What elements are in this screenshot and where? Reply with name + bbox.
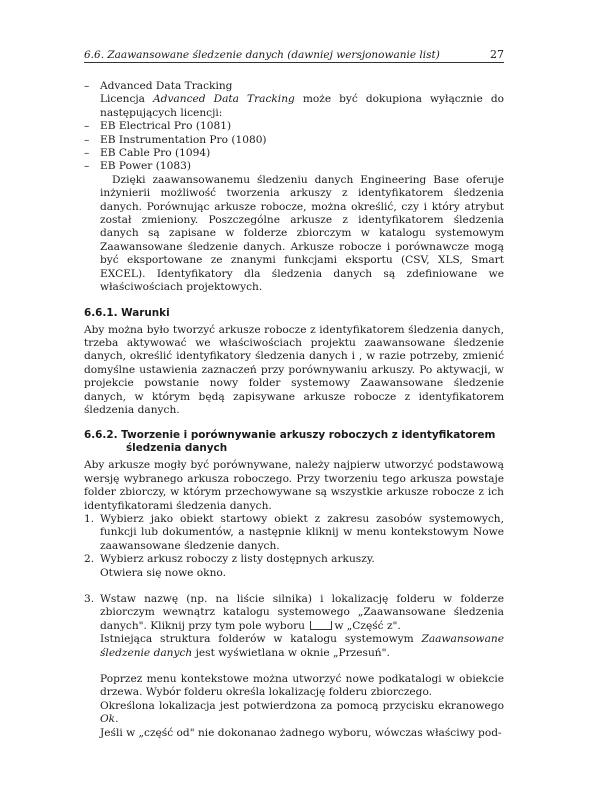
license-note-post: może być dokupiona wyłącznie do następujących licencji: [100, 93, 504, 119]
step-3-text-post: w „Część z". [334, 619, 401, 632]
license-item-text: EB Power (1083) [100, 160, 191, 173]
step-3-structure-note [84, 633, 504, 660]
create-compare-paragraph: Aby arkusze mogły być porównywane, należy najpierw utworzyć podstawową wersję wybranego arkusza roboczego. Przy tworzeniu tego arkusza powstaje folder zbiorczy, w którym przechowywane są wszystkie arkusze robocze z ich identyfikatorami śledzenia danych. [84, 459, 504, 512]
license-item-text: EB Instrumentation Pro (1080) [100, 133, 267, 146]
structure-note-post: jest wyświetlana w oknie „Przesuń". [192, 646, 390, 659]
license-note [84, 93, 504, 120]
step-text: Wybierz jako obiekt startowy obiekt z zakresu zasobów systemowych, funkcji lub dokumentów, a następnie kliknij w menu kontekstowym Nowe zaawansowane śledzenie danych. [100, 512, 504, 552]
structure-note-italic: Zaawansowane śledzenie danych [100, 633, 504, 659]
page-number: 27 [490, 48, 504, 61]
checkbox-field-icon [310, 621, 332, 630]
license-note-pre: Licencja [100, 93, 154, 106]
section-heading-create-compare: 6.6.2. Tworzenie i porównywanie arkuszy roboczych z identyfikatorem śledzenia danych [84, 429, 496, 455]
closing-p2-post: . [115, 713, 119, 726]
step-number: 2. [84, 553, 95, 566]
bullet-marker: – [84, 160, 90, 173]
ok-button-label: Ok [100, 713, 116, 726]
step-2-followup: Otwiera się nowe okno. [100, 566, 226, 579]
bullet-advanced-data-tracking [84, 80, 504, 93]
bullet-marker: – [84, 147, 90, 160]
license-item [84, 160, 504, 173]
license-item [84, 134, 504, 147]
closing-paragraph-1: Poprzez menu kontekstowe można utworzyć nowe podkatalogi w obiekcie drzewa. Wybór folderu określa lokalizację folderu zbiorczego. [100, 673, 504, 699]
closing-p2-pre: Określona lokalizacja jest potwierdzona za pomocą przycisku ekranowego [100, 699, 504, 712]
running-header [84, 48, 504, 63]
bullet-marker: – [84, 120, 90, 133]
license-item-text: EB Cable Pro (1094) [100, 147, 211, 160]
header-title: 6.6. Zaawansowane śledzenie danych (dawniej wersjonowanie list) [84, 49, 440, 61]
step-2 [84, 553, 504, 566]
bullet-text: Advanced Data Tracking [100, 80, 233, 92]
step-number: 1. [84, 512, 95, 525]
structure-note-pre: Istniejąca struktura folderów w katalogu systemowym [100, 633, 422, 646]
step-3-text-pre: Wstaw nazwę (np. na liście silnika) i lokalizację folderu w folderze zbiorczym wewnątrz katalogu systemowego „Zaawansowane śledzenia danych". Kliknij przy tym pole wyboru [100, 593, 504, 632]
license-item [84, 120, 504, 133]
step-1 [84, 513, 504, 553]
step-text: Wybierz arkusz roboczy z listy dostępnych arkuszy. [100, 553, 375, 566]
conditions-paragraph: Aby można było tworzyć arkusze robocze z identyfikatorem śledzenia danych, trzeba aktywować we właściwościach projektu zaawansowane śledzenie danych, określić identyfikatory śledzenia danych i , w razie potrzeby, zmienić domyślne ustawienia zaznaczeń przy porównywaniu arkuszy. Po aktywacji, w projekcie powstanie nowy folder systemowy Zaawansowane śledzenie danych, w którym będą zapisywane arkusze robocze z identyfikatorem śledzenia danych. [84, 323, 504, 416]
bullet-marker: – [84, 133, 90, 146]
license-item [84, 147, 504, 160]
closing-paragraph-2 [84, 700, 504, 727]
page-body [84, 80, 504, 740]
bullet-marker: – [84, 80, 90, 92]
step-number: 3. [84, 593, 95, 605]
intro-paragraph: Dzięki zaawansowanemu śledzeniu danych Engineering Base oferuje inżynierii możliwość tworzenia arkuszy z identyfikatorem śledzenia danych. Porównując arkusze robocze, można określić, czy i który atrybut został zmieniony. Poszczególne arkusze z identyfikatorem śledzenia danych są zapisane w folderze zbiorczym w katalogu systemowym Zaawansowane śledzenie danych. Arkusze robocze i porównawcze mogą być eksportowane ze znanymi funkcjami eksportu (CSV, XLS, Smart EXCEL). Identyfikatory dla śledzenia danych są zdefiniowane we właściwościach projektowych. [100, 173, 504, 294]
license-note-italic: Advanced Data Tracking [153, 93, 295, 106]
license-item-text: EB Electrical Pro (1081) [100, 120, 232, 133]
section-heading-conditions: 6.6.1. Warunki [84, 306, 170, 319]
step-3 [84, 593, 504, 633]
closing-paragraph-3: Jeśli w „część od" nie dokonanao żadnego wyboru, wówczas właściwy pod- [100, 726, 502, 739]
